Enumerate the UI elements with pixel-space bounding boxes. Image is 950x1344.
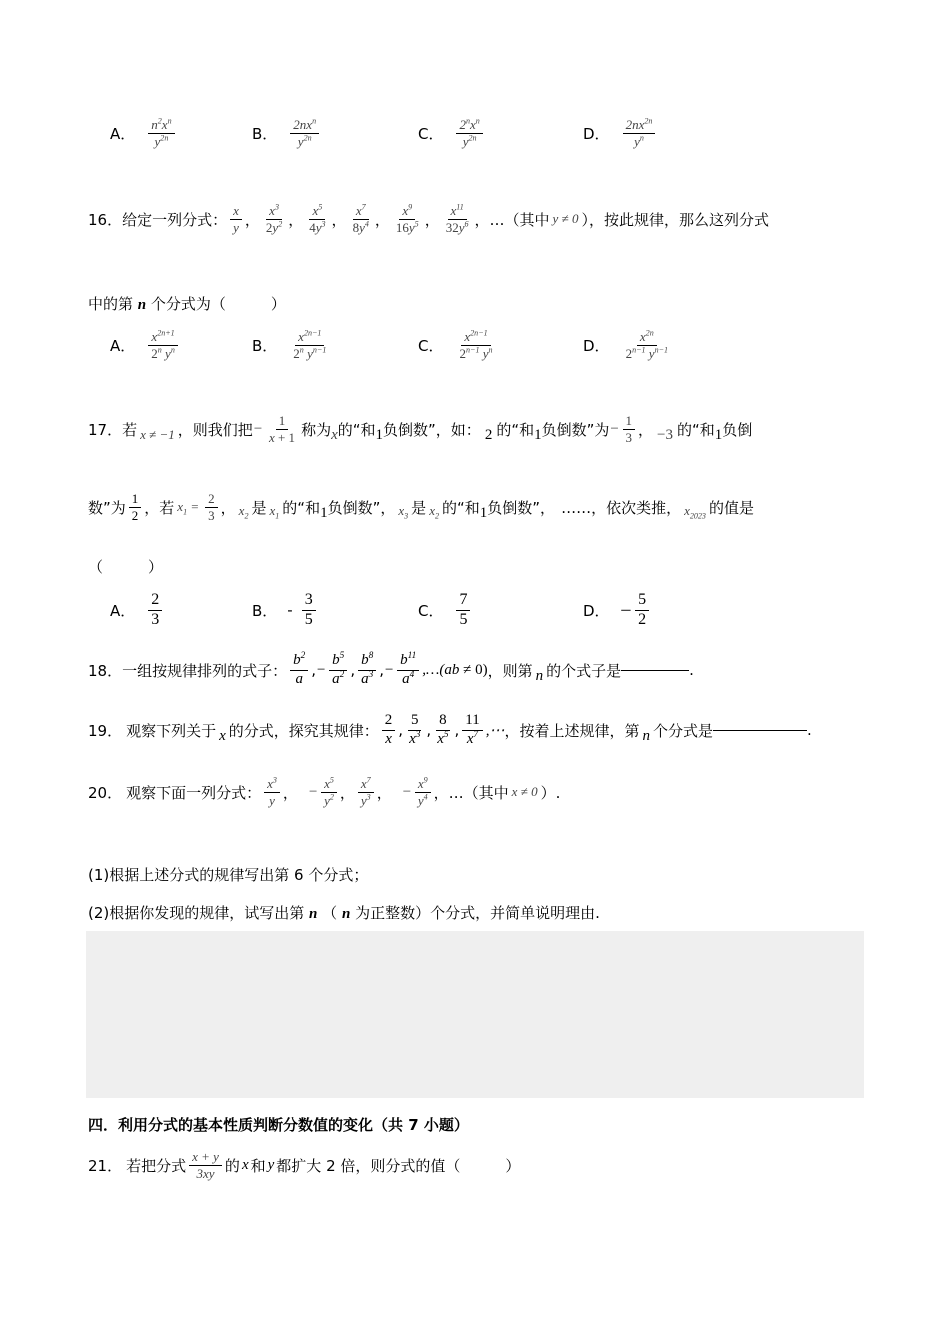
q16-tail: ，…（其中 xyxy=(474,210,550,229)
sequence-term: x y xyxy=(230,204,242,234)
q17-stem: 17． 若 x ≠ −1 ，则我们把 − $\frac{1}{x + 1}$ 称为 x 的“和 1 负倒数”，如： 2 的“和 1 负倒数”为 − $\frac{1}{3}$ ， −3 的“和 1 负倒 xyxy=(88,413,753,445)
option-fraction: $x^{2n-1}$ $2^{n-1}$ $y^n$ xyxy=(459,328,493,361)
q18-answer-blank[interactable] xyxy=(621,670,689,671)
option-label: B． xyxy=(252,124,278,143)
option-fraction: $n^2x^n$ $y^{2n}$ xyxy=(148,118,174,148)
q16-option-b[interactable]: B． $x^{2n-1}$ 2$^n$ $y^{n-1}$ xyxy=(252,330,332,360)
q16-tail2: ），按此规律，那么这列分式 xyxy=(581,210,769,229)
q15-option-d[interactable] xyxy=(583,118,658,148)
option-fraction: $x^{2n}$ $2^{n-1}$ $y^{n-1}$ xyxy=(625,328,669,361)
q21-fraction: x + y 3xy xyxy=(189,1150,222,1180)
option-fraction: $2nx^n$ $y^{2n}$ xyxy=(290,118,319,148)
option-label: C． xyxy=(418,124,444,143)
option-fraction: $2^nx^n$ $y^{2n}$ xyxy=(456,118,482,148)
q20-sub2: (2)根据你发现的规律，试写出第 n （ n 为正整数）个分式，并简单说明理由. xyxy=(88,904,600,922)
sequence-term: $x^3$ $2y^2$ xyxy=(265,202,283,235)
answer-area[interactable] xyxy=(86,931,864,1098)
q17-option-a[interactable]: A． 2 3 xyxy=(110,592,165,629)
option-fraction: $x^{2n+1}$ 2$^n$ $y^n$ xyxy=(148,330,178,360)
option-fraction: $x^{2n-1}$ 2$^n$ $y^{n-1}$ xyxy=(293,328,327,361)
q19-answer-blank[interactable] xyxy=(713,730,807,731)
q16-condition: y ≠ 0 xyxy=(552,211,579,227)
section-heading: 四．利用分式的基本性质判断分数值的变化（共 7 小题） xyxy=(88,1116,469,1134)
q18-stem: 18． 一组按规律排列的式子： $b^2$ a , − $\frac{b^5}{a^2}$ , $b^8$ $a^3$ , − $\frac{b^{11}}{a^4}$ ,…(ab ≠ 0) ，则第 n 的个式子是 . xyxy=(88,651,694,687)
q16-option-c[interactable]: C． $x^{2n-1}$ $2^{n-1}$ $y^n$ xyxy=(418,330,499,360)
q17-option-c[interactable]: C． 7 5 xyxy=(418,592,473,629)
sequence-term: $x^{11}$ $32y^6$ xyxy=(445,202,469,235)
q19-stem: 19． 观察下列关于 x 的分式，探究其规律： 2 x , 5 $x^3$ , 8 $x^5$ , 11 $x^7$ ,⋯ ，按着上述规律，第 n 个分式是 . xyxy=(88,712,812,747)
option-label: A． xyxy=(110,124,136,143)
option-fraction: $2nx^{2n}$ $y^n$ xyxy=(623,118,656,148)
q17-option-d[interactable]: D． − $\frac{5}{2}$ xyxy=(583,592,652,629)
q17-line3: （ ） xyxy=(88,558,164,576)
q20-sub1: (1)根据上述分式的规律写出第 6 个分式； xyxy=(88,866,369,884)
sequence-term: $x^9$ $16y^5$ xyxy=(395,202,419,235)
q16-line2: 中的第 n 个分式为（ ） xyxy=(88,295,286,313)
q15-option-a[interactable] xyxy=(110,118,178,148)
q21-stem: 21． 若把分式 x + y 3xy 的 x 和 y 都扩大 2 倍，则分式的值（ ） xyxy=(88,1149,521,1181)
q20-stem: 20． 观察下面一列分式： $x^3$ y ， − $\frac{x^5}{y^2}$ ， $x^7$ $y^3$ ， − $\frac{x^9}{y^4}$ ，…（其中 x ≠ 0 ）. xyxy=(88,775,561,808)
q15-option-b[interactable] xyxy=(252,118,322,148)
question-number: 16． xyxy=(88,210,123,229)
q17-option-b[interactable]: B． - 3 5 xyxy=(252,592,319,629)
q16-stem: 16． 给定一列分式： x y ， $x^3$ $2y^2$ ， $x^5$ $4y^3$ ， $x^7$ $8y^4$ ， $x^9$ $16y^5$ ， $x^{11}$ $32y^6$ ，…（其中 y ≠ 0 ），按此规律，那么这列分式 xyxy=(88,202,769,235)
q17-line2: 数”为 1 2 ，若 $x_1$ = $\frac{2}{3}$ ， $x_2$ 是 $x_1$ 的“和 1 负倒数”， $x_3$ 是 $x_2$ 的“和 1 负倒数”， ……，依次类推， $x_{2023}$ 的值是 xyxy=(88,491,754,523)
q16-intro: 给定一列分式： xyxy=(122,210,228,229)
definition-fraction: $\frac{1}{x + 1}$ xyxy=(268,413,296,445)
q16-option-d[interactable]: D． $x^{2n}$ $2^{n-1}$ $y^{n-1}$ xyxy=(583,330,674,360)
sequence-term: $x^5$ $4y^3$ xyxy=(309,202,326,235)
q15-option-c[interactable] xyxy=(418,118,486,148)
option-label: D． xyxy=(583,124,610,143)
sequence-term: $x^7$ $8y^4$ xyxy=(352,202,369,235)
q16-option-a[interactable]: A． $x^{2n+1}$ 2$^n$ $y^n$ xyxy=(110,330,181,360)
